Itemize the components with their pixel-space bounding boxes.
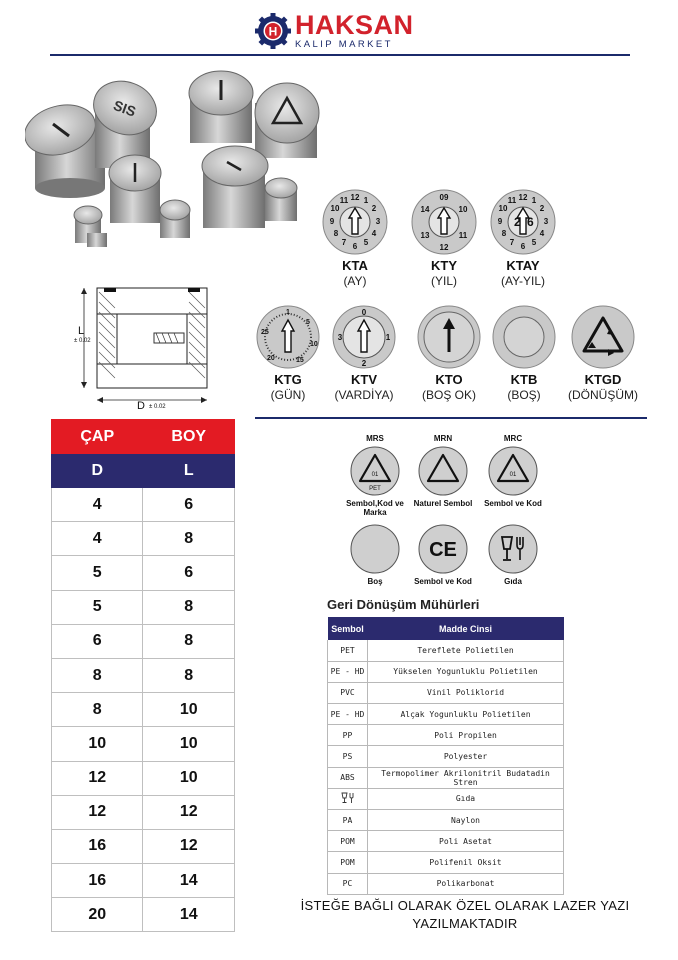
variant-ktgd [558,304,648,402]
svg-text:0: 0 [361,308,367,317]
table-row [328,831,564,852]
diameter-label: D [137,400,145,412]
table-row [52,829,235,863]
cell-d: 6 [52,624,143,658]
cell-d: 8 [52,693,143,727]
cell-l: 12 [143,795,235,829]
table-row [52,727,235,761]
ce-mark-text: CE [429,539,457,561]
variant-code: KTB [510,372,538,387]
recycle-icon [349,445,401,497]
symbol-ce [404,523,482,586]
variant-kty [399,188,489,288]
recycle-icon [570,304,636,370]
food-glass-fork-icon [487,523,539,575]
svg-text:3: 3 [337,333,343,342]
cell-l: 12 [143,829,235,863]
table-row [52,795,235,829]
svg-text:7: 7 [341,238,347,247]
material-name: Vinil Poliklorid [368,682,564,703]
svg-text:13: 13 [420,231,430,240]
svg-text:1: 1 [531,196,537,205]
cell-d: 20 [52,898,143,932]
symbol-inner-brand: PET [369,486,381,492]
svg-text:10: 10 [310,341,318,348]
cell-l: 10 [143,693,235,727]
material-name: Gıda [368,788,564,809]
svg-text:1: 1 [286,309,290,316]
brand-subtitle: KALIP MARKET [295,39,393,51]
material-name: Alçak Yogunluklu Polietilen [368,704,564,725]
header-symbol: Sembol [328,617,368,640]
svg-text:H: H [268,24,278,39]
food-glass-fork-icon [341,792,355,804]
material-code: PET [328,640,368,661]
symbol-caption: Sembol ve Kod [414,577,472,586]
blank-dial-icon [491,304,557,370]
header-diameter: ÇAP [52,420,143,454]
variant-desc: (VARDİYA) [334,388,394,402]
cell-d: 4 [52,488,143,522]
svg-text:15: 15 [296,357,304,364]
table-row [328,746,564,767]
variant-ktb [479,304,569,402]
table-row [52,761,235,795]
symbol-code: MRS [366,434,384,443]
header-d: D [52,454,143,488]
month-dial-icon [321,188,389,256]
svg-text:8: 8 [501,229,507,238]
table-row [328,767,564,788]
svg-text:2: 2 [539,204,545,213]
header-length: BOY [143,420,235,454]
svg-text:12: 12 [518,193,528,202]
material-code: PE - HD [328,704,368,725]
cell-l: 10 [143,727,235,761]
svg-text:3: 3 [375,217,381,226]
symbol-caption: Naturel Sembol [413,499,473,508]
recycle-icon [487,445,539,497]
cell-l: 6 [143,556,235,590]
svg-text:9: 9 [329,217,335,226]
svg-text:4: 4 [539,229,545,238]
svg-text:6: 6 [352,242,358,251]
symbol-code: MRN [433,434,453,443]
table-row [52,556,235,590]
material-name: Poli Propilen [368,725,564,746]
svg-text:14: 14 [420,205,430,214]
svg-text:5: 5 [531,238,537,247]
brand-name: HAKSAN [295,10,414,41]
material-name: Polyester [368,746,564,767]
table-row [328,640,564,661]
variant-code: KTG [274,372,302,387]
cell-d: 16 [52,864,143,898]
cell-d: 8 [52,658,143,692]
symbol-code: MRC [503,434,523,443]
svg-text:09: 09 [439,193,449,202]
year-dial-icon [410,188,478,256]
svg-text:12: 12 [350,193,360,202]
cell-d: 12 [52,795,143,829]
variant-desc: (AY-YIL) [500,274,545,288]
header-material: Madde Cinsi [368,617,564,640]
length-label: L [78,325,85,337]
variant-ktv [319,304,409,402]
day-dial-icon [255,304,321,370]
dimension-drawing [72,278,232,418]
cell-l: 8 [143,522,235,556]
variant-code: KTAY [506,258,540,273]
cell-l: 10 [143,761,235,795]
symbol-caption: Gıda [504,577,522,586]
ce-mark-icon [417,523,469,575]
svg-text:5: 5 [306,319,310,326]
svg-text:20: 20 [267,355,275,362]
svg-text:10: 10 [330,204,340,213]
variant-ktay [478,188,568,288]
svg-text:SIS: SIS [111,96,139,120]
table-row [52,488,235,522]
recycle-table [327,617,564,895]
variant-desc: (DÖNÜŞÜM) [568,388,638,402]
material-name: Naylon [368,810,564,831]
svg-text:2: 2 [371,204,377,213]
header-divider [50,54,630,56]
table-row [328,704,564,725]
material-name: Poli Asetat [368,831,564,852]
variant-desc: (YIL) [430,274,457,288]
symbol-inner-code: 01 [371,472,379,478]
variant-desc: (BOŞ OK) [421,388,476,402]
table-row [328,788,564,809]
laser-engraving-note: İSTEĞE BAĞLI OLARAK ÖZEL OLARAK LAZER YAZI YAZILMAKTADIR [300,898,630,931]
cell-d: 5 [52,590,143,624]
material-code [328,788,368,809]
recycle-section-title: Geri Dönüşüm Mühürleri [327,597,480,612]
svg-text:6: 6 [527,215,534,229]
variant-code: KTY [431,258,457,273]
table-row [328,873,564,894]
variant-code: KTO [435,372,463,387]
table-row [52,693,235,727]
material-code: PA [328,810,368,831]
svg-text:10: 10 [458,205,468,214]
cell-d: 4 [52,522,143,556]
svg-text:25: 25 [261,329,269,336]
cell-l: 6 [143,488,235,522]
svg-text:3: 3 [543,217,549,226]
table-row [52,590,235,624]
svg-text:1: 1 [385,333,391,342]
symbol-inner-code: 01 [509,472,517,478]
cell-l: 14 [143,864,235,898]
cell-d: 12 [52,761,143,795]
diameter-tolerance: ± 0.02 [149,404,166,410]
material-name: Polifenil Oksit [368,852,564,873]
table-row [52,624,235,658]
svg-text:9: 9 [497,217,503,226]
blank-stamp-icon [349,523,401,575]
table-row [328,682,564,703]
svg-text:2: 2 [361,359,367,368]
symbol-food [474,523,552,586]
svg-text:2: 2 [514,215,521,229]
table-row [328,661,564,682]
svg-text:5: 5 [363,238,369,247]
svg-text:8: 8 [333,229,339,238]
length-tolerance: ± 0.02 [74,338,91,344]
month-year-dial-icon [489,188,557,256]
material-code: PP [328,725,368,746]
svg-text:7: 7 [509,238,515,247]
variant-code: KTGD [584,372,622,387]
table-row [52,864,235,898]
svg-text:10: 10 [498,204,508,213]
table-row [328,725,564,746]
cell-l: 14 [143,898,235,932]
brand-logo [255,12,414,50]
recycle-icon [417,445,469,497]
cell-d: 10 [52,727,143,761]
cell-d: 5 [52,556,143,590]
symbol-blank [336,523,414,586]
cell-d: 16 [52,829,143,863]
symbol-caption: Sembol,Kod ve Marka [346,499,404,518]
shift-dial-icon [331,304,397,370]
svg-text:11: 11 [507,196,517,205]
material-name: Yükselen Yogunluklu Polietilen [368,661,564,682]
symbol-caption: Sembol ve Kod [484,499,542,508]
material-code: PC [328,873,368,894]
svg-text:6: 6 [520,242,526,251]
size-table [51,419,235,932]
table-row [52,658,235,692]
section-divider [255,417,647,419]
svg-text:4: 4 [371,229,377,238]
svg-text:11: 11 [458,231,468,240]
cell-l: 8 [143,658,235,692]
variant-kta [310,188,400,288]
cell-l: 8 [143,624,235,658]
product-photo [25,68,335,253]
svg-text:1: 1 [363,196,369,205]
material-name: Polikarbonat [368,873,564,894]
table-row [52,522,235,556]
cell-l: 8 [143,590,235,624]
variant-desc: (GÜN) [270,388,306,402]
table-row [328,852,564,873]
header-l: L [143,454,235,488]
table-row [328,810,564,831]
symbol-mrn [404,434,482,508]
arrow-up-icon [416,304,482,370]
variant-desc: (AY) [343,274,367,288]
variant-code: KTV [351,372,377,387]
material-code: ABS [328,767,368,788]
symbol-mrs [336,434,414,517]
material-name: Tereflete Polietilen [368,640,564,661]
variant-code: KTA [342,258,368,273]
svg-text:12: 12 [439,243,449,252]
material-name: Termopolimer Akrilonitril Budatadin Stren [368,767,564,788]
material-code: POM [328,831,368,852]
table-row [52,898,235,932]
material-code: PE - HD [328,661,368,682]
material-code: PS [328,746,368,767]
symbol-mrc [474,434,552,508]
symbol-caption: Boş [367,577,383,586]
material-code: PVC [328,682,368,703]
variant-desc: (BOŞ) [507,388,541,402]
svg-text:11: 11 [339,196,349,205]
gear-logo-icon [255,13,291,49]
material-code: POM [328,852,368,873]
